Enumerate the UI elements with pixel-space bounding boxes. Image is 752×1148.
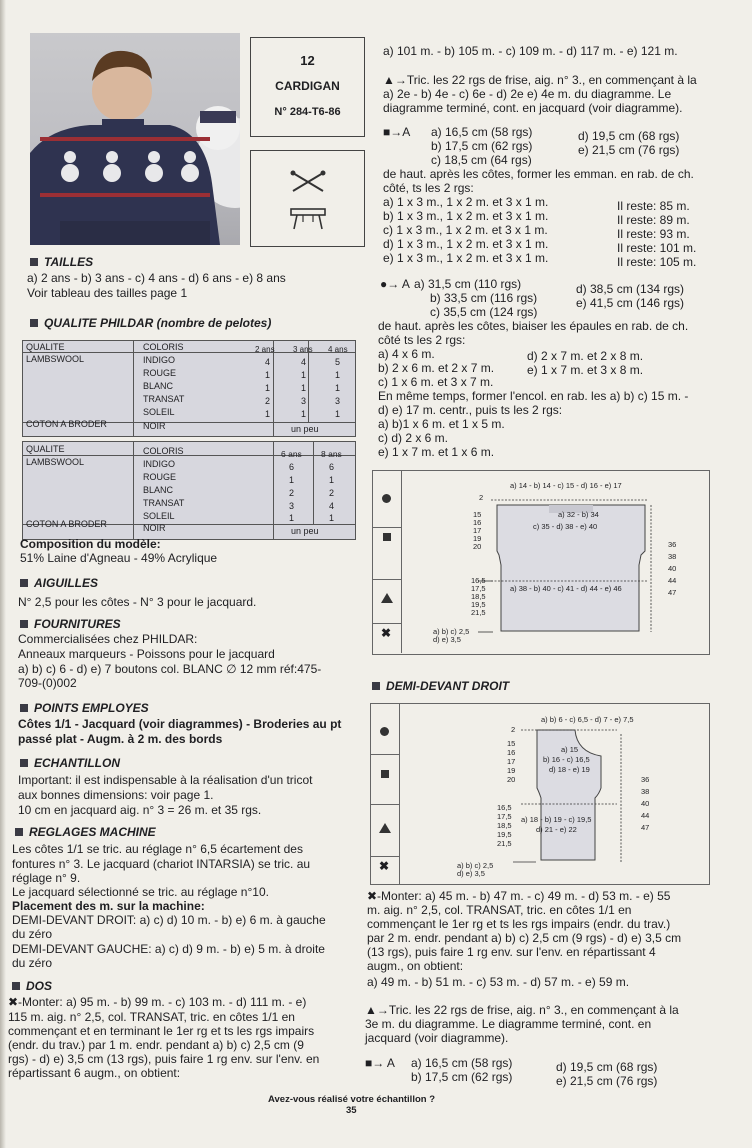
dim-right: 44 bbox=[641, 811, 650, 820]
dim-inner: a) 15 bbox=[561, 745, 579, 754]
bottom-p1: m. aig. n° 2,5, col. TRANSAT, tric. en côtes 1/1 en bbox=[367, 903, 632, 917]
tailles-sizes: a) 2 ans - b) 3 ans - c) 4 ans - d) 6 ans - e) 8 ans bbox=[27, 271, 286, 285]
reglages-line: réglage n° 9. bbox=[12, 871, 81, 885]
right-p4-r1: a) 4 x 6 m. bbox=[378, 347, 435, 361]
color-name: ROUGE bbox=[143, 368, 177, 378]
bottom-p1: augm., on obtient: bbox=[367, 959, 464, 973]
color-name: TRANSAT bbox=[143, 498, 185, 508]
right-p4-line: côté ts les 2 rgs: bbox=[378, 333, 466, 347]
right-p3-col1: b) 17,5 cm (62 rgs) bbox=[431, 139, 533, 153]
bottom-p1: ✖-Monter: a) 45 m. - b) 47 m. - c) 49 m. - d) 53 m. - e) 55 bbox=[367, 889, 671, 903]
dimension-lines bbox=[373, 471, 709, 654]
dos-line: 115 m. aig. n° 2,5, col. TRANSAT, tric. en côtes 1/1 en bbox=[8, 1010, 295, 1024]
rab-line: e) 1 x 3 m., 1 x 2 m. et 3 x 1 m. bbox=[383, 251, 549, 265]
bottom-p1: a) 49 m. - b) 51 m. - c) 53 m. - d) 57 m. - e) 59 m. bbox=[367, 975, 630, 989]
reste-line: Il reste: 85 m. bbox=[617, 199, 690, 213]
color-name: TRANSAT bbox=[143, 394, 185, 404]
right-p4-col1: c) 35,5 cm (124 rgs) bbox=[430, 305, 538, 319]
right-p3-col1: a) 16,5 cm (58 rgs) bbox=[431, 125, 533, 139]
composition-title: Composition du modèle: bbox=[20, 537, 161, 551]
dim-right: 40 bbox=[668, 564, 677, 573]
right-p3-col1: c) 18,5 cm (64 rgs) bbox=[431, 153, 532, 167]
reglages-line: Les côtes 1/1 se tric. au réglage n° 6,5 écartement des bbox=[12, 842, 303, 856]
reglages-line: Le jacquard sélectionné se tric. au réglage n°10. bbox=[12, 885, 269, 899]
dim-inner: a) 32 - b) 34 bbox=[558, 510, 599, 519]
right-p5: a) b)1 x 6 m. et 1 x 5 m. bbox=[378, 417, 505, 431]
reglages-line: Placement des m. sur la machine: bbox=[12, 899, 205, 913]
dim-right: 44 bbox=[668, 576, 677, 585]
right-p5: c) d) 2 x 6 m. bbox=[378, 431, 449, 445]
right-p3-col2: e) 21,5 cm (76 rgs) bbox=[578, 143, 680, 157]
binding-edge bbox=[0, 0, 6, 1148]
dim-inner: d) 18 - e) 19 bbox=[549, 765, 590, 774]
pattern-ref: N° 284-T6-86 bbox=[274, 106, 341, 118]
dim-top: a) b) 6 - c) 6,5 - d) 7 - e) 7,5 bbox=[541, 715, 634, 724]
dim-left-top: 19 bbox=[507, 766, 516, 775]
dim-left-mid: 19,5 bbox=[471, 600, 486, 609]
qty: 1 bbox=[289, 513, 295, 523]
bottom-p1: (13 rgs), puis faire 1 rg env. sur l'env. en répartissant 4 bbox=[367, 945, 656, 959]
right-p4-col2: d) 38,5 cm (134 rgs) bbox=[576, 282, 685, 296]
right-p2: diagramme terminé, cont. en jacquard (voir diagramme). bbox=[383, 101, 683, 115]
right-p4-r2: e) 1 x 7 m. et 3 x 8 m. bbox=[527, 363, 644, 377]
qty: 1 bbox=[301, 383, 307, 393]
cross-bullet-icon: ✖ bbox=[379, 859, 390, 873]
section-title-demi-devant: DEMI-DEVANT DROIT bbox=[372, 680, 509, 693]
dim-left-mid: 16,5 bbox=[471, 576, 486, 585]
bottom-c2: d) 19,5 cm (68 rgs) bbox=[556, 1060, 658, 1074]
qty: 1 bbox=[289, 475, 295, 485]
bottom-c2: e) 21,5 cm (76 rgs) bbox=[556, 1074, 658, 1088]
yarn-name: LAMBSWOOL bbox=[26, 457, 85, 467]
rab-line: a) 1 x 3 m., 1 x 2 m. et 3 x 1 m. bbox=[383, 195, 549, 209]
qty: 6 bbox=[289, 462, 295, 472]
right-p5: En même temps, former l'encol. en rab. les a) b) c) 15 m. - bbox=[378, 389, 689, 403]
color-name: SOLEIL bbox=[143, 407, 175, 417]
qty: 1 bbox=[301, 409, 307, 419]
qty: 1 bbox=[329, 475, 335, 485]
color-name: NOIR bbox=[143, 421, 166, 431]
fournitures-l2: Anneaux marqueurs - Poissons pour le jacquard bbox=[18, 647, 275, 661]
color-name: BLANC bbox=[143, 381, 174, 391]
dim-width: a) 38 - b) 40 - c) 41 - d) 44 - e) 46 bbox=[510, 584, 622, 593]
dim-left-top: 17 bbox=[507, 757, 516, 766]
section-title-tailles: TAILLES bbox=[30, 256, 93, 269]
yarn-name: COTON A BRODER bbox=[26, 419, 107, 429]
right-p3-col2: d) 19,5 cm (68 rgs) bbox=[578, 129, 680, 143]
qty-peu: un peu bbox=[291, 526, 319, 536]
model-photo bbox=[30, 33, 240, 245]
square-bullet-icon bbox=[20, 704, 28, 712]
rab-line: c) 1 x 3 m., 1 x 2 m. et 3 x 1 m. bbox=[383, 223, 548, 237]
qty: 2 bbox=[329, 488, 335, 498]
dos-line: ✖-Monter: a) 95 m. - b) 99 m. - c) 103 m. - d) 111 m. - e) bbox=[8, 995, 307, 1009]
qty: 1 bbox=[335, 409, 341, 419]
right-p4-r2: d) 2 x 7 m. et 2 x 8 m. bbox=[527, 349, 644, 363]
dim-left-mid: 17,5 bbox=[497, 812, 512, 821]
pattern-number: 12 bbox=[300, 53, 315, 68]
dim-top: a) 14 - b) 14 - c) 15 - d) 16 - e) 17 bbox=[510, 481, 622, 490]
reste-line: Il reste: 101 m. bbox=[617, 241, 697, 255]
right-p4-marker: ●→ A bbox=[380, 277, 410, 291]
fournitures-l1: Commercialisées chez PHILDAR: bbox=[18, 632, 198, 646]
fournitures-l4: 709-(0)002 bbox=[18, 676, 77, 690]
dim-right: 40 bbox=[641, 799, 650, 808]
right-p2: ▲→Tric. les 22 rgs de frise, aig. n° 3., en commençant à la bbox=[383, 73, 697, 87]
dim-left-top: 15 bbox=[473, 510, 482, 519]
right-p2: a) 2e - b) 4e - c) 6e - d) 2e e) 4e m. du diagramme. Le bbox=[383, 87, 672, 101]
right-p4-line: de haut. après les côtes, biaiser les épaules en rab. de ch. bbox=[378, 319, 689, 333]
section-title-echantillon: ECHANTILLON bbox=[20, 757, 120, 770]
square-bullet-icon bbox=[372, 682, 380, 690]
qty: 2 bbox=[289, 488, 295, 498]
knitting-needles-icon bbox=[289, 169, 327, 195]
dim-left-top: 15 bbox=[507, 739, 516, 748]
dim-left-top: 16 bbox=[507, 748, 516, 757]
fournitures-l3: a) b) c) 6 - d) e) 7 boutons col. BLANC ∅ 12 mm réf:475- bbox=[18, 662, 322, 676]
tools-icon-box bbox=[250, 150, 365, 247]
page-number: 35 bbox=[346, 1105, 357, 1116]
dim-left-top: 17 bbox=[473, 526, 482, 535]
right-p4-col2: e) 41,5 cm (146 rgs) bbox=[576, 296, 685, 310]
section-title-aiguilles: AIGUILLES bbox=[20, 577, 98, 590]
table-header-qualite: QUALITE bbox=[26, 342, 65, 352]
right-p4-col1: a) 31,5 cm (110 rgs) bbox=[414, 277, 522, 291]
qty: 5 bbox=[335, 357, 341, 367]
dim-width: a) 18 - b) 19 - c) 19,5 bbox=[521, 815, 592, 824]
dim-right: 47 bbox=[668, 588, 677, 597]
qty: 1 bbox=[335, 383, 341, 393]
table-header-size: 6 ans bbox=[281, 449, 302, 459]
dim-two: 2 bbox=[479, 493, 484, 502]
yarn-name: COTON A BRODER bbox=[26, 519, 107, 529]
dim-bottom: d) e) 3,5 bbox=[457, 869, 485, 878]
bottom-p1: commençant le 1er rg et ts les rgs impairs (endr. du trav.) bbox=[367, 917, 671, 931]
qty: 1 bbox=[265, 370, 271, 380]
bottom-p2: 3e m. du diagramme. Le diagramme terminé, cont. en bbox=[365, 1017, 652, 1031]
section-title-fournitures: FOURNITURES bbox=[20, 618, 121, 631]
dim-right: 47 bbox=[641, 823, 650, 832]
table-header-size: 2 ans bbox=[255, 345, 275, 354]
bottom-p2: jacquard (voir diagramme). bbox=[365, 1031, 509, 1045]
tailles-note: Voir tableau des tailles page 1 bbox=[27, 286, 188, 300]
qty: 3 bbox=[289, 501, 295, 511]
dim-right: 38 bbox=[641, 787, 650, 796]
dim-left-top: 20 bbox=[473, 542, 482, 551]
dim-left-mid: 19,5 bbox=[497, 830, 512, 839]
points-l2: passé plat - Augm. à 2 m. des bords bbox=[18, 732, 223, 746]
dim-inner: b) 16 - c) 16,5 bbox=[543, 755, 590, 764]
square-bullet-icon bbox=[30, 258, 38, 266]
echantillon-l3: 10 cm en jacquard aig. n° 3 = 26 m. et 35 rgs. bbox=[18, 803, 262, 817]
yarn-table-small-sizes bbox=[22, 340, 356, 437]
right-p5: d) e) 17 m. centr., puis ts les 2 rgs: bbox=[378, 403, 563, 417]
color-name: SOLEIL bbox=[143, 511, 175, 521]
qty-peu: un peu bbox=[291, 424, 319, 434]
dim-inner: c) 35 - d) 38 - e) 40 bbox=[533, 522, 598, 531]
right-p5: e) 1 x 7 m. et 1 x 6 m. bbox=[378, 445, 495, 459]
dim-left-top: 16 bbox=[473, 518, 482, 527]
table-header-size: 4 ans bbox=[328, 345, 348, 354]
rab-line: b) 1 x 3 m., 1 x 2 m. et 3 x 1 m. bbox=[383, 209, 549, 223]
dimension-lines bbox=[371, 704, 709, 884]
color-name: BLANC bbox=[143, 485, 174, 495]
bottom-p2: ▲→Tric. les 22 rgs de frise, aig. n° 3., en commençant à la bbox=[365, 1003, 679, 1017]
dim-left-mid: 18,5 bbox=[497, 821, 512, 830]
dim-left-mid: 16,5 bbox=[497, 803, 512, 812]
dim-left-mid: 21,5 bbox=[471, 608, 486, 617]
dim-left-mid: 18,5 bbox=[471, 592, 486, 601]
square-bullet-icon bbox=[20, 579, 28, 587]
composition-text: 51% Laine d'Agneau - 49% Acrylique bbox=[20, 551, 218, 565]
right-p3-line: de haut. après les côtes, former les emman. en rab. de ch. bbox=[383, 167, 694, 181]
dos-line: commençant et en terminant le 1er rg et ts les rgs impairs bbox=[8, 1024, 315, 1038]
qty: 1 bbox=[265, 409, 271, 419]
reglages-line: du zéro bbox=[12, 927, 53, 941]
qty: 3 bbox=[335, 396, 341, 406]
section-title-points: POINTS EMPLOYES bbox=[20, 702, 149, 715]
dos-line: rgs) - d) e) 3,5 cm (13 rgs), puis faire 1 rg env. sur l'env. en bbox=[8, 1052, 320, 1066]
pattern-header-box bbox=[250, 37, 365, 137]
dim-bottom: a) b) c) 2,5 bbox=[457, 861, 494, 870]
bottom-c1: a) 16,5 cm (58 rgs) bbox=[411, 1056, 513, 1070]
cross-bullet-icon: ✖ bbox=[381, 626, 392, 640]
right-p3-marker: ■→A bbox=[383, 125, 411, 139]
qty: 3 bbox=[301, 396, 307, 406]
echantillon-l1: Important: il est indispensable à la réalisation d'un tricot bbox=[18, 773, 313, 787]
section-title-reglages: REGLAGES MACHINE bbox=[15, 826, 156, 839]
right-p4-r1: b) 2 x 6 m. et 2 x 7 m. bbox=[378, 361, 495, 375]
dos-line: répartissant 6 augm., on obtient: bbox=[8, 1066, 181, 1080]
yarn-name: LAMBSWOOL bbox=[26, 354, 85, 364]
right-p1: a) 101 m. - b) 105 m. - c) 109 m. - d) 117 m. - e) 121 m. bbox=[383, 44, 678, 58]
dim-right: 36 bbox=[668, 540, 677, 549]
bottom-p1: par 2 m. endr. pendant a) b) c) 2,5 cm (9 rgs) - d) e) 3,5 cm bbox=[367, 931, 682, 945]
right-p4-col1: b) 33,5 cm (116 rgs) bbox=[430, 291, 538, 305]
dim-left-top: 20 bbox=[507, 775, 516, 784]
reste-line: Il reste: 93 m. bbox=[617, 227, 690, 241]
section-title-qualite: QUALITE PHILDAR (nombre de pelotes) bbox=[30, 317, 271, 330]
dim-left-mid: 21,5 bbox=[497, 839, 512, 848]
qty: 1 bbox=[329, 513, 335, 523]
dim-right: 36 bbox=[641, 775, 650, 784]
points-l1: Côtes 1/1 - Jacquard (voir diagrammes) - Broderies au pt bbox=[18, 717, 342, 731]
dim-bottom: a) b) c) 2,5 bbox=[433, 627, 470, 636]
dim-left-top: 19 bbox=[473, 534, 482, 543]
section-title-dos: DOS bbox=[12, 980, 52, 993]
diagram-dos bbox=[372, 470, 710, 655]
rab-line: d) 1 x 3 m., 1 x 2 m. et 3 x 1 m. bbox=[383, 237, 549, 251]
qty: 6 bbox=[329, 462, 335, 472]
dim-two: 2 bbox=[511, 725, 516, 734]
yarn-table-large-sizes bbox=[22, 441, 356, 540]
reglages-line: fontures n° 3. Le jacquard (chariot INTARSIA) se tric. au bbox=[12, 857, 311, 871]
square-bullet-icon bbox=[30, 319, 38, 327]
dim-bottom: d) e) 3,5 bbox=[433, 635, 461, 644]
color-name: INDIGO bbox=[143, 355, 176, 365]
color-name: ROUGE bbox=[143, 472, 177, 482]
square-bullet-icon bbox=[12, 982, 20, 990]
knitting-machine-icon bbox=[289, 207, 327, 231]
reglages-line: DEMI-DEVANT DROIT: a) c) d) 10 m. - b) e) 6 m. à gauche bbox=[12, 913, 326, 927]
qty: 4 bbox=[301, 357, 307, 367]
right-p4-r1: c) 1 x 6 m. et 3 x 7 m. bbox=[378, 375, 494, 389]
table-header-size: 8 ans bbox=[321, 449, 342, 459]
right-p3-line: côté, ts les 2 rgs: bbox=[383, 181, 474, 195]
reglages-line: DEMI-DEVANT GAUCHE: a) c) d) 9 m. - b) e) 5 m. à droite bbox=[12, 942, 325, 956]
footer-question: Avez-vous réalisé votre échantillon ? bbox=[268, 1094, 436, 1105]
dim-right: 38 bbox=[668, 552, 677, 561]
table-header-qualite: QUALITE bbox=[26, 444, 65, 454]
table-header-coloris: COLORIS bbox=[143, 446, 184, 456]
reste-line: Il reste: 105 m. bbox=[617, 255, 697, 269]
aiguilles-text: N° 2,5 pour les côtes - N° 3 pour le jacquard. bbox=[18, 595, 257, 609]
table-header-coloris: COLORIS bbox=[143, 342, 184, 352]
table-header-size: 3 ans bbox=[293, 345, 313, 354]
qty: 4 bbox=[329, 501, 335, 511]
qty: 4 bbox=[265, 357, 271, 367]
dim-width: d) 21 - e) 22 bbox=[536, 825, 577, 834]
dim-left-mid: 17,5 bbox=[471, 584, 486, 593]
reste-line: Il reste: 89 m. bbox=[617, 213, 690, 227]
reglages-line: du zéro bbox=[12, 956, 53, 970]
qty: 1 bbox=[301, 370, 307, 380]
color-name: NOIR bbox=[143, 523, 166, 533]
square-bullet-icon bbox=[20, 759, 28, 767]
echantillon-l2: aux bonnes dimensions: voir page 1. bbox=[18, 788, 214, 802]
bottom-p3-marker: ■→ A bbox=[365, 1056, 395, 1070]
bottom-c1: b) 17,5 cm (62 rgs) bbox=[411, 1070, 513, 1084]
qty: 1 bbox=[265, 383, 271, 393]
square-bullet-icon bbox=[15, 828, 23, 836]
qty: 2 bbox=[265, 396, 271, 406]
dos-line: (endr. du trav.) par 1 m. endr. pendant a) b) c) 2,5 cm (9 bbox=[8, 1038, 304, 1052]
pattern-name: CARDIGAN bbox=[275, 79, 340, 93]
color-name: INDIGO bbox=[143, 459, 176, 469]
qty: 1 bbox=[335, 370, 341, 380]
diagram-demi-devant bbox=[370, 703, 710, 885]
square-bullet-icon bbox=[20, 620, 28, 628]
